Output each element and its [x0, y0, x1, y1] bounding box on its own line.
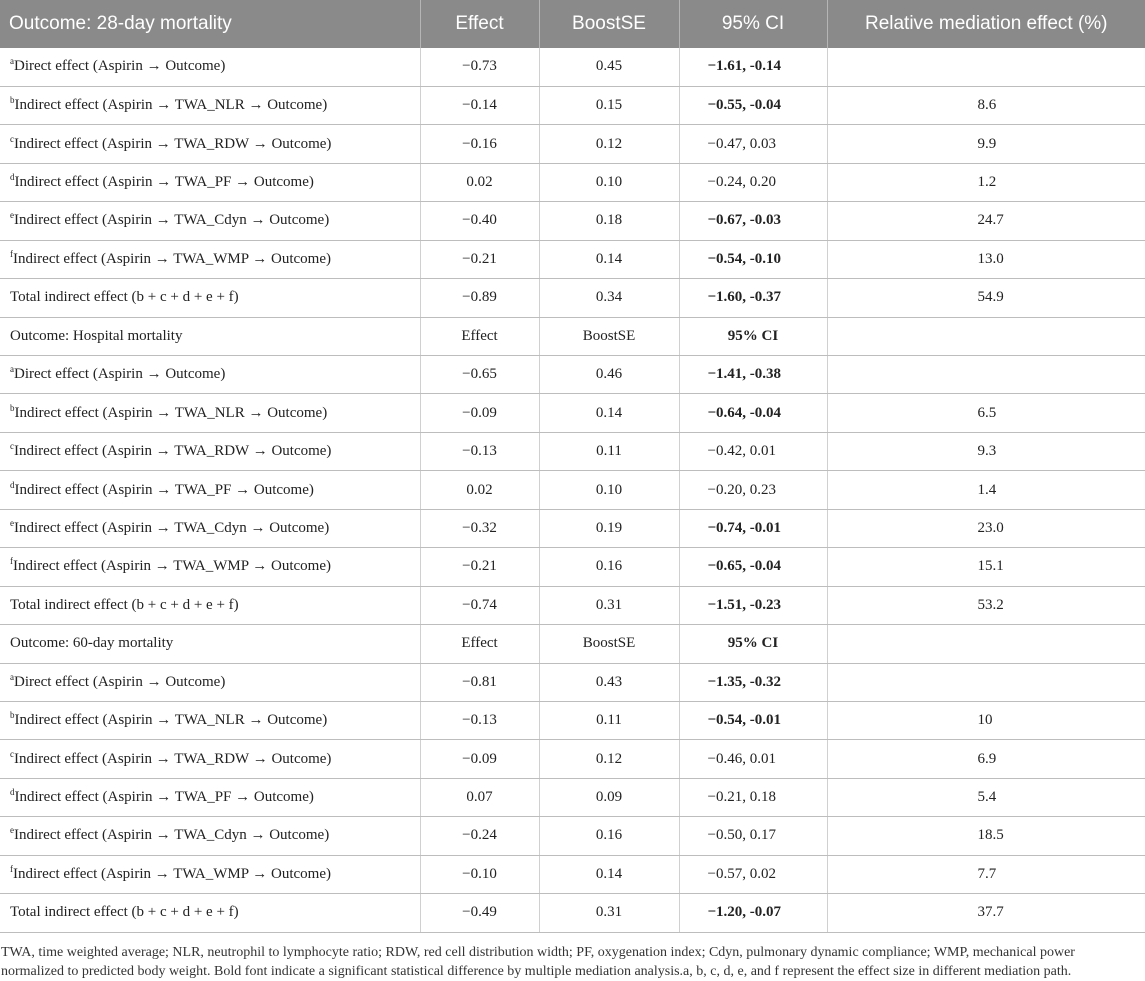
ci-value: −0.67, -0.03 — [679, 202, 827, 240]
boostse-value: 0.31 — [539, 894, 679, 932]
effect-value: −0.14 — [420, 86, 539, 124]
ci-value: −0.50, 0.17 — [679, 817, 827, 855]
row-label-cell — [0, 740, 420, 778]
row-label-cell — [0, 701, 420, 739]
header-outcome: Outcome: 28-day mortality — [0, 0, 420, 48]
header-effect: Effect — [420, 0, 539, 48]
ci-value: −0.47, 0.03 — [679, 125, 827, 163]
row-label: Total indirect effect (b + c + d + e + f) — [10, 289, 239, 306]
effect-value: −0.73 — [420, 48, 539, 86]
relative-effect-value: 8.6 — [827, 86, 1145, 124]
boostse-value: 0.09 — [539, 778, 679, 816]
row-label: Total indirect effect (b + c + d + e + f) — [10, 596, 239, 613]
relative-effect-value — [827, 663, 1145, 701]
effect-value: −0.24 — [420, 817, 539, 855]
effect-value: −0.09 — [420, 394, 539, 432]
ci-value: −1.60, -0.37 — [679, 279, 827, 317]
ci-value: −0.54, -0.10 — [679, 240, 827, 278]
table-row — [0, 86, 1145, 124]
row-label: Indirect effect (Aspirin → TWA_PF → Outcome) — [14, 789, 314, 806]
ci-value: −0.42, 0.01 — [679, 432, 827, 470]
effect-value: −0.89 — [420, 279, 539, 317]
effect-value: 0.02 — [420, 471, 539, 509]
table-header-row — [0, 0, 1145, 48]
path-marker: b — [10, 95, 15, 106]
boostse-value: 0.16 — [539, 548, 679, 586]
table-row — [0, 125, 1145, 163]
table-row — [0, 48, 1145, 86]
row-label-cell — [0, 394, 420, 432]
boostse-value: 0.18 — [539, 202, 679, 240]
relative-effect-value: 54.9 — [827, 279, 1145, 317]
path-marker: d — [10, 172, 15, 183]
row-label: Indirect effect (Aspirin → TWA_PF → Outcome) — [14, 174, 314, 191]
boostse-value: 0.16 — [539, 817, 679, 855]
header-boostse: BoostSE — [539, 0, 679, 48]
row-label-cell — [0, 432, 420, 470]
row-label: Indirect effect (Aspirin → TWA_RDW → Outcome) — [14, 443, 332, 460]
effect-value: −0.13 — [420, 432, 539, 470]
ci-value: −1.35, -0.32 — [679, 663, 827, 701]
row-label-cell — [0, 894, 420, 932]
path-marker: a — [10, 56, 14, 67]
boostse-value: 0.34 — [539, 279, 679, 317]
boostse-value: 0.12 — [539, 125, 679, 163]
table-row — [0, 778, 1145, 816]
effect-value: −0.74 — [420, 586, 539, 624]
row-label-cell — [0, 48, 420, 86]
relative-effect-value — [827, 48, 1145, 86]
row-label-cell — [0, 509, 420, 547]
table-row — [0, 356, 1145, 394]
subheader-relative-empty — [827, 625, 1145, 663]
ci-value: −0.74, -0.01 — [679, 509, 827, 547]
relative-effect-value: 1.4 — [827, 471, 1145, 509]
effect-value: −0.32 — [420, 509, 539, 547]
row-label-cell — [0, 471, 420, 509]
row-label-cell — [0, 240, 420, 278]
path-marker: d — [10, 479, 15, 490]
subheader-outcome: Outcome: 60-day mortality — [0, 625, 420, 663]
effect-value: 0.02 — [420, 163, 539, 201]
row-label: Indirect effect (Aspirin → TWA_PF → Outcome) — [14, 481, 314, 498]
subheader-outcome: Outcome: Hospital mortality — [0, 317, 420, 355]
relative-effect-value: 7.7 — [827, 855, 1145, 893]
path-marker: c — [10, 748, 14, 759]
boostse-value: 0.14 — [539, 394, 679, 432]
subheader-boostse: BoostSE — [539, 625, 679, 663]
row-label: Indirect effect (Aspirin → TWA_Cdyn → Outcome) — [14, 519, 330, 536]
path-marker: e — [10, 517, 14, 528]
effect-value: 0.07 — [420, 778, 539, 816]
table-footnote: TWA, time weighted average; NLR, neutrophil to lymphocyte ratio; RDW, red cell distribution width; PF, oxygenation index; Cdyn, pulmonary dynamic compliance; WMP, mechanical power normalized to predicted body weight. Bold font indicate a significant statistical difference by multiple mediation analysis.a, b, c, d, e, and f represent the effect size in different mediation path. — [1, 944, 1075, 979]
boostse-value: 0.43 — [539, 663, 679, 701]
table-row — [0, 740, 1145, 778]
table-row — [0, 279, 1145, 317]
subheader-ci: 95% CI — [679, 317, 827, 355]
table-row — [0, 701, 1145, 739]
effect-value: −0.21 — [420, 548, 539, 586]
boostse-value: 0.11 — [539, 432, 679, 470]
boostse-value: 0.11 — [539, 701, 679, 739]
effect-value: −0.13 — [420, 701, 539, 739]
row-label-cell — [0, 586, 420, 624]
path-marker: c — [10, 441, 14, 452]
row-label-cell — [0, 855, 420, 893]
path-marker: f — [10, 863, 13, 874]
path-marker: e — [10, 825, 14, 836]
table-row — [0, 586, 1145, 624]
ci-value: −1.61, -0.14 — [679, 48, 827, 86]
table-row — [0, 471, 1145, 509]
effect-value: −0.16 — [420, 125, 539, 163]
boostse-value: 0.10 — [539, 163, 679, 201]
relative-effect-value: 13.0 — [827, 240, 1145, 278]
row-label: Total indirect effect (b + c + d + e + f) — [10, 904, 239, 921]
row-label-cell — [0, 817, 420, 855]
path-marker: f — [10, 556, 13, 567]
effect-value: −0.40 — [420, 202, 539, 240]
row-label: Indirect effect (Aspirin → TWA_NLR → Outcome) — [14, 97, 328, 114]
path-marker: a — [10, 364, 14, 375]
relative-effect-value: 1.2 — [827, 163, 1145, 201]
row-label-cell — [0, 125, 420, 163]
effect-value: −0.49 — [420, 894, 539, 932]
section-subheader-row — [0, 317, 1145, 355]
relative-effect-value: 6.5 — [827, 394, 1145, 432]
boostse-value: 0.19 — [539, 509, 679, 547]
relative-effect-value: 37.7 — [827, 894, 1145, 932]
row-label: Indirect effect (Aspirin → TWA_Cdyn → Outcome) — [14, 212, 330, 229]
path-marker: d — [10, 787, 15, 798]
ci-value: −0.64, -0.04 — [679, 394, 827, 432]
path-marker: a — [10, 671, 14, 682]
relative-effect-value: 5.4 — [827, 778, 1145, 816]
row-label: Direct effect (Aspirin → Outcome) — [14, 366, 226, 383]
boostse-value: 0.46 — [539, 356, 679, 394]
effect-value: −0.81 — [420, 663, 539, 701]
subheader-boostse: BoostSE — [539, 317, 679, 355]
subheader-relative-empty — [827, 317, 1145, 355]
row-label-cell — [0, 663, 420, 701]
path-marker: f — [10, 248, 13, 259]
boostse-value: 0.12 — [539, 740, 679, 778]
row-label: Indirect effect (Aspirin → TWA_WMP → Outcome) — [13, 250, 331, 267]
ci-value: −0.55, -0.04 — [679, 86, 827, 124]
effect-value: −0.09 — [420, 740, 539, 778]
effect-value: −0.65 — [420, 356, 539, 394]
ci-value: −0.24, 0.20 — [679, 163, 827, 201]
header-ci: 95% CI — [679, 0, 827, 48]
relative-effect-value: 15.1 — [827, 548, 1145, 586]
table-row — [0, 240, 1145, 278]
row-label: Indirect effect (Aspirin → TWA_NLR → Outcome) — [14, 712, 328, 729]
row-label-cell — [0, 202, 420, 240]
row-label-cell — [0, 548, 420, 586]
table-row — [0, 855, 1145, 893]
row-label: Indirect effect (Aspirin → TWA_RDW → Outcome) — [14, 135, 332, 152]
table-row — [0, 163, 1145, 201]
table-row — [0, 432, 1145, 470]
boostse-value: 0.15 — [539, 86, 679, 124]
subheader-ci: 95% CI — [679, 625, 827, 663]
table-row — [0, 817, 1145, 855]
row-label: Direct effect (Aspirin → Outcome) — [14, 58, 226, 75]
relative-effect-value: 18.5 — [827, 817, 1145, 855]
row-label-cell — [0, 279, 420, 317]
row-label: Direct effect (Aspirin → Outcome) — [14, 673, 226, 690]
table-row — [0, 394, 1145, 432]
row-label: Indirect effect (Aspirin → TWA_Cdyn → Outcome) — [14, 827, 330, 844]
boostse-value: 0.14 — [539, 240, 679, 278]
relative-effect-value: 9.3 — [827, 432, 1145, 470]
path-marker: b — [10, 710, 15, 721]
ci-value: −0.65, -0.04 — [679, 548, 827, 586]
row-label-cell — [0, 163, 420, 201]
subheader-effect: Effect — [420, 625, 539, 663]
boostse-value: 0.31 — [539, 586, 679, 624]
ci-value: −0.54, -0.01 — [679, 701, 827, 739]
path-marker: c — [10, 133, 14, 144]
relative-effect-value — [827, 356, 1145, 394]
ci-value: −0.21, 0.18 — [679, 778, 827, 816]
path-marker: e — [10, 210, 14, 221]
relative-effect-value: 53.2 — [827, 586, 1145, 624]
relative-effect-value: 9.9 — [827, 125, 1145, 163]
header-relative: Relative mediation effect (%) — [864, 13, 1108, 34]
row-label: Indirect effect (Aspirin → TWA_WMP → Outcome) — [13, 558, 331, 575]
row-label-cell — [0, 356, 420, 394]
boostse-value: 0.10 — [539, 471, 679, 509]
row-label: Indirect effect (Aspirin → TWA_WMP → Outcome) — [13, 865, 331, 882]
ci-value: −0.46, 0.01 — [679, 740, 827, 778]
table-row — [0, 663, 1145, 701]
table-row — [0, 202, 1145, 240]
relative-effect-value: 6.9 — [827, 740, 1145, 778]
row-label-cell — [0, 86, 420, 124]
section-subheader-row — [0, 625, 1145, 663]
boostse-value: 0.45 — [539, 48, 679, 86]
row-label: Indirect effect (Aspirin → TWA_NLR → Outcome) — [14, 404, 328, 421]
path-marker: b — [10, 402, 15, 413]
row-label-cell — [0, 778, 420, 816]
table-row — [0, 548, 1145, 586]
boostse-value: 0.14 — [539, 855, 679, 893]
relative-effect-value: 23.0 — [827, 509, 1145, 547]
ci-value: −0.20, 0.23 — [679, 471, 827, 509]
subheader-effect: Effect — [420, 317, 539, 355]
relative-effect-value: 24.7 — [827, 202, 1145, 240]
row-label: Indirect effect (Aspirin → TWA_RDW → Outcome) — [14, 750, 332, 767]
effect-value: −0.21 — [420, 240, 539, 278]
table-row — [0, 894, 1145, 932]
ci-value: −0.57, 0.02 — [679, 855, 827, 893]
ci-value: −1.51, -0.23 — [679, 586, 827, 624]
ci-value: −1.41, -0.38 — [679, 356, 827, 394]
ci-value: −1.20, -0.07 — [679, 894, 827, 932]
relative-effect-value: 10 — [827, 701, 1145, 739]
table-body — [0, 48, 1145, 932]
table-row — [0, 509, 1145, 547]
effect-value: −0.10 — [420, 855, 539, 893]
